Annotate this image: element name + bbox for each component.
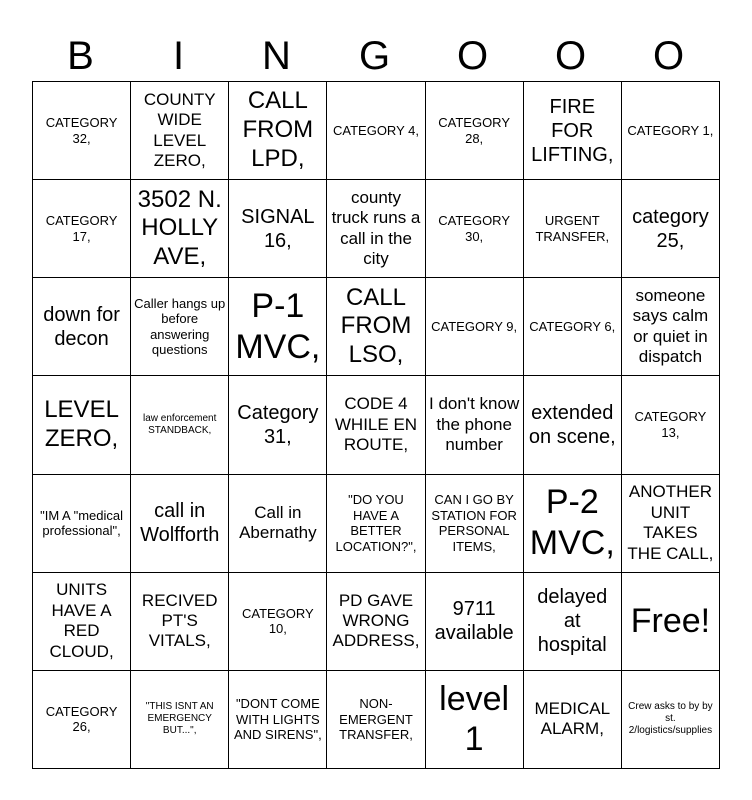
free-space[interactable]: Free!: [622, 573, 720, 671]
header-letter: O: [456, 33, 490, 78]
bingo-cell[interactable]: county truck runs a call in the city: [327, 180, 425, 278]
bingo-cell[interactable]: I don't know the phone number: [426, 376, 524, 474]
header-letter: G: [358, 33, 392, 78]
bingo-cell[interactable]: CODE 4 WHILE EN ROUTE,: [327, 376, 425, 474]
bingo-cell[interactable]: ANOTHER UNIT TAKES THE CALL,: [622, 475, 720, 573]
bingo-cell[interactable]: CATEGORY 10,: [229, 573, 327, 671]
bingo-cell[interactable]: "DO YOU HAVE A BETTER LOCATION?",: [327, 475, 425, 573]
bingo-cell[interactable]: CATEGORY 30,: [426, 180, 524, 278]
bingo-cell[interactable]: someone says calm or quiet in dispatch: [622, 278, 720, 376]
bingo-header: [32, 30, 718, 82]
bingo-cell[interactable]: CATEGORY 4,: [327, 82, 425, 180]
bingo-cell[interactable]: FIRE FOR LIFTING,: [524, 82, 622, 180]
header-letter: N: [262, 33, 292, 78]
bingo-cell[interactable]: SIGNAL 16,: [229, 180, 327, 278]
bingo-cell[interactable]: PD GAVE WRONG ADDRESS,: [327, 573, 425, 671]
bingo-cell[interactable]: law enforcement STANDBACK,: [131, 376, 229, 474]
header-letter: I: [172, 33, 186, 78]
bingo-cell[interactable]: COUNTY WIDE LEVEL ZERO,: [131, 82, 229, 180]
bingo-cell[interactable]: RECIVED PT'S VITALS,: [131, 573, 229, 671]
bingo-cell[interactable]: extended on scene,: [524, 376, 622, 474]
bingo-cell[interactable]: CATEGORY 1,: [622, 82, 720, 180]
bingo-cell[interactable]: call in Wolfforth: [131, 475, 229, 573]
bingo-cell[interactable]: "THIS ISNT AN EMERGENCY BUT...",: [131, 671, 229, 769]
bingo-cell[interactable]: CALL FROM LSO,: [327, 278, 425, 376]
bingo-cell[interactable]: MEDICAL ALARM,: [524, 671, 622, 769]
bingo-cell[interactable]: "DONT COME WITH LIGHTS AND SIRENS",: [229, 671, 327, 769]
header-letter: O: [554, 33, 588, 78]
bingo-cell[interactable]: delayed at hospital: [524, 573, 622, 671]
header-letter: B: [67, 33, 95, 78]
bingo-cell[interactable]: CATEGORY 9,: [426, 278, 524, 376]
bingo-cell[interactable]: Call in Abernathy: [229, 475, 327, 573]
bingo-cell[interactable]: 9711 available: [426, 573, 524, 671]
bingo-cell[interactable]: CATEGORY 13,: [622, 376, 720, 474]
bingo-card: [32, 81, 720, 769]
bingo-cell[interactable]: CATEGORY 26,: [33, 671, 131, 769]
bingo-cell[interactable]: CATEGORY 28,: [426, 82, 524, 180]
bingo-cell[interactable]: "IM A "medical professional",: [33, 475, 131, 573]
bingo-cell[interactable]: URGENT TRANSFER,: [524, 180, 622, 278]
bingo-cell[interactable]: Category 31,: [229, 376, 327, 474]
bingo-cell[interactable]: UNITS HAVE A RED CLOUD,: [33, 573, 131, 671]
header-letter: O: [652, 33, 686, 78]
bingo-cell[interactable]: NON-EMERGENT TRANSFER,: [327, 671, 425, 769]
bingo-cell[interactable]: level 1: [426, 671, 524, 769]
bingo-cell[interactable]: CATEGORY 17,: [33, 180, 131, 278]
bingo-cell[interactable]: Caller hangs up before answering questions: [131, 278, 229, 376]
bingo-cell[interactable]: category 25,: [622, 180, 720, 278]
bingo-cell[interactable]: CATEGORY 32,: [33, 82, 131, 180]
bingo-cell[interactable]: LEVEL ZERO,: [33, 376, 131, 474]
bingo-cell[interactable]: P-1 MVC,: [229, 278, 327, 376]
bingo-cell[interactable]: Crew asks to by by st. 2/logistics/supplies: [622, 671, 720, 769]
bingo-cell[interactable]: down for decon: [33, 278, 131, 376]
bingo-cell[interactable]: 3502 N. HOLLY AVE,: [131, 180, 229, 278]
bingo-cell[interactable]: CAN I GO BY STATION FOR PERSONAL ITEMS,: [426, 475, 524, 573]
bingo-cell[interactable]: CALL FROM LPD,: [229, 82, 327, 180]
bingo-cell[interactable]: P-2 MVC,: [524, 475, 622, 573]
bingo-cell[interactable]: CATEGORY 6,: [524, 278, 622, 376]
